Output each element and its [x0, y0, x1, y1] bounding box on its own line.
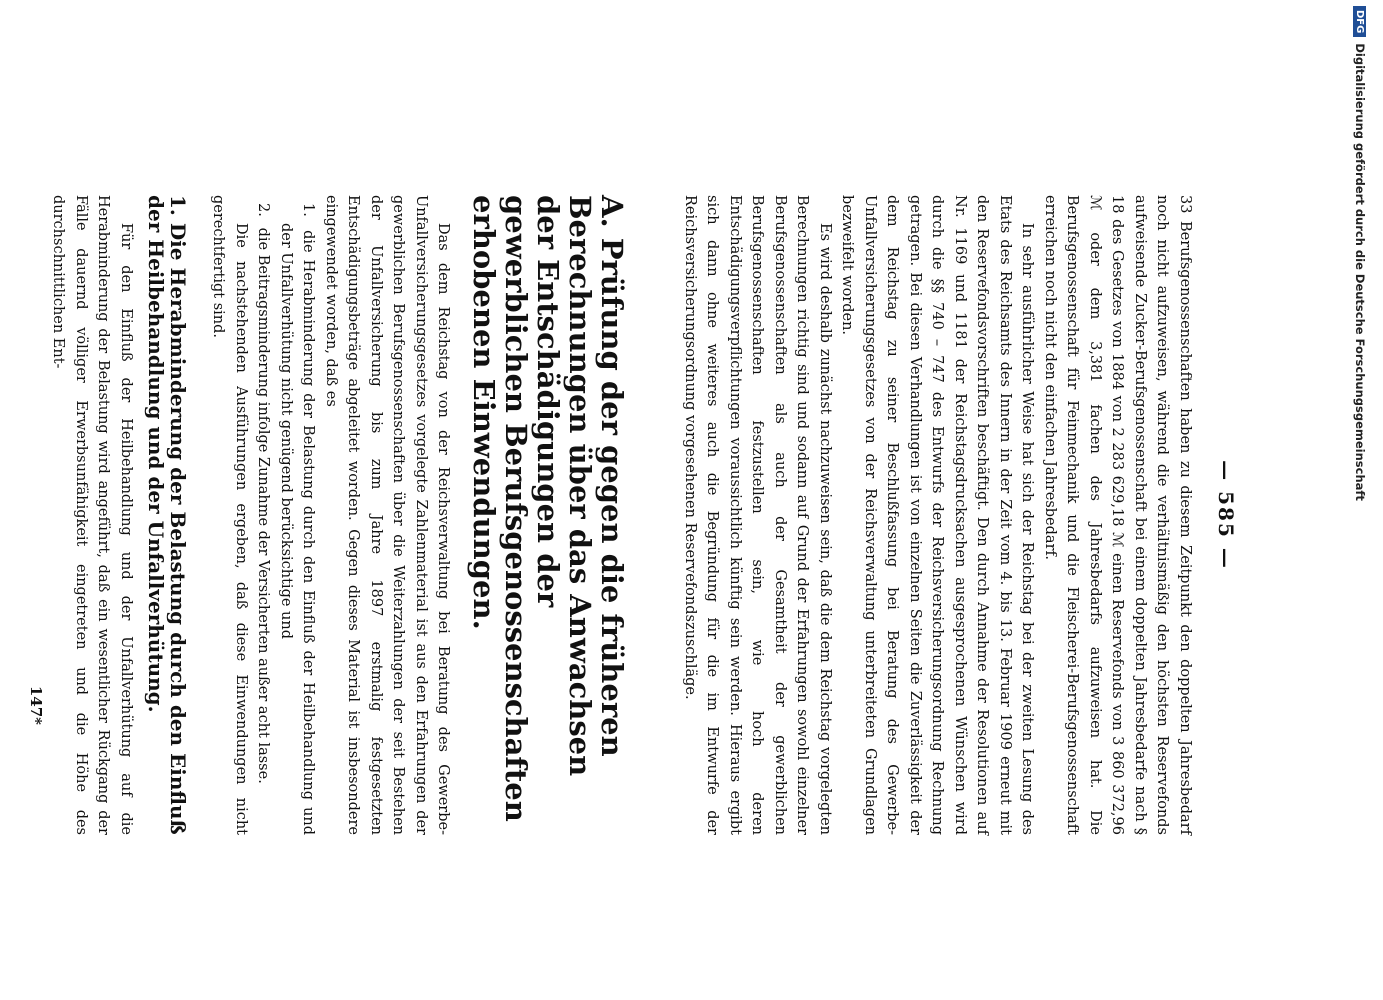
paragraph-2: In sehr ausführlicher Weise hat sich der Reichstag bei der zweiten Lesung des Etats des Reichsamts des Innern in der Zeit vom 4. bis 13. Februar 1909 erneut mit den Reservefondsvorschriften beschäftigt. Den durch Annahme der Resolutionen auf Nr. 1169 und 1181 der Reichstagsdrucksachen ausgesprochenen Wünschen wird durch die §§ 740 – 747 des Entwurfs der Reichsversicherungsordnung Rechnung getragen. Bei diesen Verhandlungen ist von einzelnen Seiten die Zuverlässigkeit der dem Reichstag zu seiner Beschlußfassung bei Beratung des Gewerbe-Unfallversicherungsgesetzes von der Reichsverwaltung unterbreiteten Grundlagen bezweifelt worden. — [839, 195, 1036, 835]
subsection-1-paragraph: Für den Einfluß der Heilbehandlung und der Unfallverhütung auf die Herabminderung der Belastung wird angeführt, daß ein wesentlicher Rückgang der Fälle dauernd völliger Erwerbsunfähigkeit eingetreten und die Höhe des durchschnittlichen Ent- — [50, 195, 134, 835]
page-content — [27, 195, 1238, 835]
rotated-document-page — [0, 20, 1383, 980]
paragraph-3: Es wird deshalb zunächst nachzuweisen sein, daß die dem Reichstag vorgelegten Berechnungen richtig sind und sodann auf Grund der Erfahrungen sowohl einzelner Berufsgenossenschaften als auch der Gesamtheit der gewerblichen Berufsgenossenschaften festzustellen sein, wie hoch deren Entschädigungsverpflichtungen voraussichtlich künftig sein werden. Hieraus ergibt sich dann ohne weiteres auch die Begründung für die im Entwurfe der Reichsversicherungsordnung vorgesehenen Reservefondszuschläge. — [682, 195, 833, 835]
signature-mark: 147* — [27, 685, 45, 725]
list-item — [252, 195, 275, 835]
section-a-paragraph: Das dem Reichstag von der Reichsverwaltung bei Beratung des Gewerbe-Unfallversicherungsgesetzes vorgelegte Zahlenmaterial ist aus den Erfahrungen der gewerblichen Berufsgenossenschaften über die Weiterzahlungen der seit Bestehen der Unfallversicherung bis zum Jahre 1897 erstmalig festgesetzten Entschädigungsbeträge abgeleitet worden. Gegen dieses Material ist insbesondere eingewendet worden, daß es — [323, 195, 452, 835]
digitization-credit — [1349, 6, 1371, 996]
section-a-heading: A. Prüfung der gegen die früheren Berechnungen über das Anwachsen der Entschädigungen der gewerblichen Berufsgenossenschaften erhobenen Einwendungen. — [467, 195, 630, 822]
list-item — [275, 195, 320, 835]
paragraph-1: 33 Berufsgenossenschaften haben zu diesem Zeitpunkt den doppelten Jahresbedarf noch nicht aufzuweisen, während die verhältnismäßig den höchsten Reservefonds aufweisende Zucker-Berufsgenossenschaft bei einem doppelten Jahresbedarfe nach § 18 des Gesetzes von 1884 von 2 283 629,18 ℳ einen Reservefonds von 3 860 372,96 ℳ oder dem 3,381 fachen des Jahresbedarfs aufzuweisen hat. Die Berufsgenossenschaft für Feinmechanik und die Fleischerei-Berufsgenossenschaft erreichen noch nicht den einfachen Jahresbedarf. — [1042, 195, 1193, 835]
dfg-logo: DFG — [1354, 6, 1367, 37]
section-a-conclusion: Die nachstehenden Ausführungen ergeben, daß diese Einwendungen nicht gerechtfertigt sind. — [210, 195, 249, 835]
list-item-number: 1. — [300, 203, 317, 217]
digitization-credit-text: Digitalisierung gefördert durch die Deutsche Forschungsgemeinschaft — [1353, 43, 1367, 501]
list-item-number: 2. — [255, 203, 272, 217]
page-number: — 585 — — [1214, 460, 1238, 570]
list-item-text: die Herabminderung der Belastung durch den Einfluß der Heilbehandlung und der Unfallverhütung nicht genügend berücksichtige und — [278, 223, 317, 836]
subsection-1-heading: 1. Die Herabminderung der Belastung durch den Einfluß der Heilbehandlung und der Unfallverhütung. — [144, 195, 190, 835]
list-item-text: die Beitragsminderung infolge Zunahme der Versicherten außer acht lasse. — [255, 227, 272, 784]
